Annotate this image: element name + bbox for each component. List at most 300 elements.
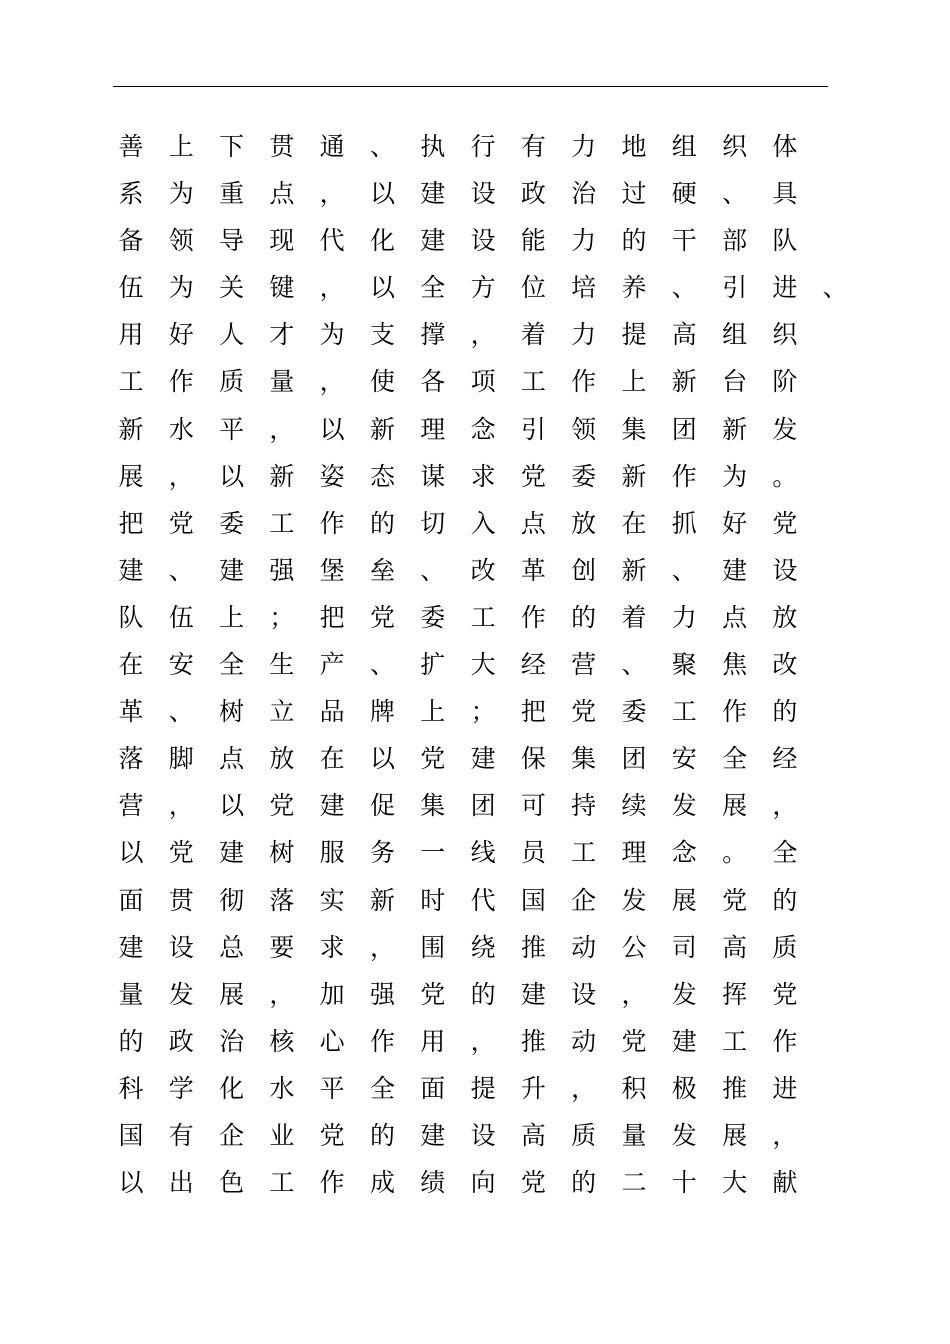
text-char: 总 (219, 932, 245, 962)
text-char: 建 (470, 744, 496, 774)
text-char: 展 (722, 791, 748, 821)
text-char: 在 (621, 508, 647, 538)
text-char: 学 (168, 1073, 194, 1103)
text-char: 彻 (219, 885, 245, 915)
text-char: 重 (219, 179, 245, 209)
text-line (0, 1065, 950, 1112)
text-char: 牌 (369, 697, 395, 727)
text-char: 务 (369, 838, 395, 868)
text-char: 服 (319, 838, 345, 868)
text-char: ， (772, 1120, 798, 1150)
text-char: 放 (269, 744, 295, 774)
text-line (0, 453, 950, 500)
text-char: ； (470, 697, 496, 727)
text-char: 新 (621, 461, 647, 491)
text-line (0, 782, 950, 829)
text-char: 革 (520, 555, 546, 585)
text-char: 硬 (671, 179, 697, 209)
text-char: 为 (319, 320, 345, 350)
text-char: 委 (219, 508, 245, 538)
text-char: 部 (722, 226, 748, 256)
text-char: 引 (520, 414, 546, 444)
text-char: ， (369, 932, 395, 962)
text-char: 高 (671, 320, 697, 350)
text-char: 政 (520, 179, 546, 209)
text-char: 点 (219, 744, 245, 774)
text-line (0, 547, 950, 594)
text-char: 要 (269, 932, 295, 962)
text-char: 作 (772, 1026, 798, 1056)
text-char: 献 (772, 1168, 798, 1198)
text-char: 经 (520, 650, 546, 680)
text-char: 革 (118, 697, 144, 727)
text-char: 公 (621, 932, 647, 962)
text-char: 推 (520, 1026, 546, 1056)
text-char: 十 (671, 1168, 697, 1198)
text-char: 工 (671, 697, 697, 727)
text-char: 工 (118, 367, 144, 397)
text-char: 脚 (168, 744, 194, 774)
text-char: 、 (168, 697, 194, 727)
text-char: 二 (621, 1168, 647, 1198)
text-char: 集 (621, 414, 647, 444)
text-char: ， (269, 979, 295, 1009)
text-char: 入 (470, 508, 496, 538)
text-char: 党 (269, 791, 295, 821)
text-char: 下 (219, 132, 245, 161)
text-char: 委 (571, 461, 597, 491)
text-char: 新 (118, 414, 144, 444)
text-char: 安 (168, 650, 194, 680)
text-char: 求 (319, 932, 345, 962)
text-char: 用 (420, 1026, 446, 1056)
text-char: 推 (520, 932, 546, 962)
text-char: 的 (118, 1026, 144, 1056)
text-char: 、 (168, 555, 194, 585)
text-char: 工 (470, 602, 496, 632)
text-char: 、 (671, 555, 697, 585)
text-char: 好 (722, 508, 748, 538)
text-char: 新 (369, 414, 395, 444)
text-char: 绕 (470, 932, 496, 962)
text-char: 设 (470, 226, 496, 256)
text-char: 动 (571, 932, 597, 962)
text-char: 作 (168, 367, 194, 397)
text-char: 展 (671, 885, 697, 915)
text-char: 、 (722, 179, 748, 209)
text-char: 干 (671, 226, 697, 256)
text-char: 保 (520, 744, 546, 774)
text-char: 养 (621, 273, 647, 303)
text-char: 以 (369, 179, 395, 209)
text-char: 出 (168, 1168, 194, 1198)
text-line (0, 641, 950, 688)
text-char: 营 (118, 791, 144, 821)
text-char: 促 (369, 791, 395, 821)
text-char: 以 (219, 791, 245, 821)
text-char: 全 (722, 744, 748, 774)
text-char: 化 (369, 226, 395, 256)
text-char: 量 (621, 1120, 647, 1150)
text-char: 为 (722, 461, 748, 491)
text-char: 提 (621, 320, 647, 350)
text-char: 落 (118, 744, 144, 774)
text-char: 平 (219, 414, 245, 444)
text-char: 上 (621, 367, 647, 397)
text-char: 全 (420, 273, 446, 303)
text-char: 上 (168, 132, 194, 161)
text-line (0, 924, 950, 971)
text-char: 党 (520, 1168, 546, 1198)
text-char: 焦 (722, 650, 748, 680)
text-line (0, 264, 950, 311)
text-line (0, 217, 950, 264)
text-char: 党 (168, 508, 194, 538)
text-char: 着 (520, 320, 546, 350)
text-char: 建 (118, 932, 144, 962)
text-char: 发 (671, 791, 697, 821)
text-char: 垒 (369, 555, 395, 585)
text-char: 建 (722, 555, 748, 585)
text-char: ， (168, 791, 194, 821)
text-char: 员 (520, 838, 546, 868)
text-char: 切 (420, 508, 446, 538)
text-char: 量 (118, 979, 144, 1009)
text-char: 作 (319, 508, 345, 538)
text-char: 全 (369, 1073, 395, 1103)
text-char: 台 (722, 367, 748, 397)
text-char: 点 (722, 602, 748, 632)
text-char: 以 (118, 838, 144, 868)
text-char: 建 (319, 791, 345, 821)
text-char: 建 (118, 555, 144, 585)
text-line (0, 358, 950, 405)
text-char: 项 (470, 367, 496, 397)
text-char: 实 (319, 885, 345, 915)
text-line (0, 170, 950, 217)
text-char: 设 (772, 555, 798, 585)
text-char: 发 (772, 414, 798, 444)
text-char: 在 (319, 744, 345, 774)
text-line (0, 1112, 950, 1159)
text-char: 作 (319, 1168, 345, 1198)
text-char: 集 (420, 791, 446, 821)
text-char: 伍 (118, 273, 144, 303)
text-char: 力 (671, 602, 697, 632)
text-char: 上 (420, 697, 446, 727)
text-char: 的 (369, 1120, 395, 1150)
text-char: 质 (219, 367, 245, 397)
text-char: 队 (118, 602, 144, 632)
text-char: 国 (520, 885, 546, 915)
text-char: 堡 (319, 555, 345, 585)
text-char: 展 (118, 461, 144, 491)
text-char: 新 (671, 367, 697, 397)
text-char: 工 (520, 367, 546, 397)
text-char: 党 (168, 838, 194, 868)
text-char: 以 (219, 461, 245, 491)
text-char: ， (621, 979, 647, 1009)
text-char: 质 (571, 1120, 597, 1150)
text-char: 展 (722, 1120, 748, 1150)
text-char: 集 (571, 744, 597, 774)
text-char: 才 (269, 320, 295, 350)
text-char: 全 (772, 838, 798, 868)
text-char: 建 (520, 979, 546, 1009)
text-char: 建 (420, 179, 446, 209)
text-char: 谋 (420, 461, 446, 491)
text-line (0, 735, 950, 782)
text-char: 改 (772, 650, 798, 680)
text-char: 的 (571, 602, 597, 632)
text-char: 动 (571, 1026, 597, 1056)
text-char: 作 (571, 367, 597, 397)
text-char: 具 (772, 179, 798, 209)
text-char: 产 (319, 650, 345, 680)
text-char: 建 (671, 1026, 697, 1056)
text-char: 化 (219, 1073, 245, 1103)
text-char: 体 (772, 132, 798, 161)
text-char: 过 (621, 179, 647, 209)
text-char: 织 (722, 132, 748, 161)
text-line (0, 829, 950, 876)
text-char: 水 (269, 1073, 295, 1103)
text-char: 时 (420, 885, 446, 915)
text-char: 发 (621, 885, 647, 915)
text-char: 企 (219, 1120, 245, 1150)
text-char: 作 (722, 697, 748, 727)
text-char: 党 (772, 979, 798, 1009)
text-char: 的 (621, 226, 647, 256)
text-char: 支 (369, 320, 395, 350)
text-char: 各 (420, 367, 446, 397)
text-char: 党 (772, 508, 798, 538)
text-char: 量 (269, 367, 295, 397)
text-char: 善 (118, 132, 144, 161)
text-char: 工 (269, 508, 295, 538)
text-char: 以 (118, 1168, 144, 1198)
text-char: 扩 (420, 650, 446, 680)
text-char: 理 (420, 414, 446, 444)
text-char: 新 (369, 885, 395, 915)
text-char: 建 (420, 226, 446, 256)
text-char: 持 (571, 791, 597, 821)
text-char: 绩 (420, 1168, 446, 1198)
text-char: 织 (772, 320, 798, 350)
text-char: 工 (722, 1026, 748, 1056)
text-char: 发 (671, 979, 697, 1009)
text-char: 发 (671, 1120, 697, 1150)
text-char: 建 (219, 838, 245, 868)
text-char: 极 (671, 1073, 697, 1103)
text-char: 聚 (671, 650, 697, 680)
header-rule (113, 86, 828, 87)
text-char: 作 (520, 602, 546, 632)
text-char: 团 (621, 744, 647, 774)
text-char: 续 (621, 791, 647, 821)
text-char: 把 (520, 697, 546, 727)
text-char: 把 (319, 602, 345, 632)
text-char: 作 (671, 461, 697, 491)
text-char: 、 (822, 273, 848, 303)
text-char: 力 (571, 132, 597, 161)
text-char: 安 (671, 744, 697, 774)
text-char: 设 (571, 979, 597, 1009)
text-char: ， (319, 179, 345, 209)
text-char: 培 (571, 273, 597, 303)
text-char: 组 (671, 132, 697, 161)
text-line (0, 123, 950, 170)
text-char: 点 (520, 508, 546, 538)
text-char: 司 (671, 932, 697, 962)
text-char: 团 (671, 414, 697, 444)
text-char: 国 (118, 1120, 144, 1150)
text-char: 平 (319, 1073, 345, 1103)
text-char: 新 (722, 414, 748, 444)
text-char: 代 (319, 226, 345, 256)
text-char: 治 (571, 179, 597, 209)
text-char: 为 (168, 273, 194, 303)
text-char: 撑 (420, 320, 446, 350)
text-char: 党 (319, 1120, 345, 1150)
text-char: 好 (168, 320, 194, 350)
text-char: 心 (319, 1026, 345, 1056)
text-char: 全 (219, 650, 245, 680)
text-char: 以 (369, 744, 395, 774)
text-char: ， (571, 1073, 597, 1103)
text-char: 现 (269, 226, 295, 256)
text-char: 大 (470, 650, 496, 680)
text-char: 方 (470, 273, 496, 303)
text-char: ， (470, 1026, 496, 1056)
text-char: 加 (319, 979, 345, 1009)
text-char: 上 (219, 602, 245, 632)
text-char: 落 (269, 885, 295, 915)
text-char: ； (269, 602, 295, 632)
text-char: 、 (671, 273, 697, 303)
text-char: 设 (168, 932, 194, 962)
text-char: 力 (571, 320, 597, 350)
text-char: 色 (219, 1168, 245, 1198)
text-char: 点 (269, 179, 295, 209)
text-char: 提 (470, 1073, 496, 1103)
text-char: 面 (420, 1073, 446, 1103)
text-char: 团 (470, 791, 496, 821)
text-char: ， (772, 791, 798, 821)
text-char: 营 (571, 650, 597, 680)
text-char: 挥 (722, 979, 748, 1009)
text-char: 导 (219, 226, 245, 256)
text-char: 工 (571, 838, 597, 868)
text-char: 阶 (772, 367, 798, 397)
text-char: 贯 (269, 132, 295, 161)
text-char: 展 (219, 979, 245, 1009)
text-char: 把 (118, 508, 144, 538)
text-char: 、 (420, 555, 446, 585)
text-char: 政 (168, 1026, 194, 1056)
text-char: 为 (168, 179, 194, 209)
text-char: 党 (621, 1026, 647, 1056)
text-char: 、 (621, 650, 647, 680)
text-char: 能 (520, 226, 546, 256)
text-char: 树 (269, 838, 295, 868)
text-char: 、 (369, 650, 395, 680)
text-char: 经 (772, 744, 798, 774)
text-char: 党 (722, 885, 748, 915)
text-char: 有 (520, 132, 546, 161)
text-char: 发 (168, 979, 194, 1009)
text-char: 放 (772, 602, 798, 632)
text-char: ， (168, 461, 194, 491)
text-char: 创 (571, 555, 597, 585)
text-char: 高 (520, 1120, 546, 1150)
text-char: 的 (772, 885, 798, 915)
text-line (0, 1018, 950, 1065)
text-char: 。 (772, 461, 798, 491)
text-char: 力 (571, 226, 597, 256)
text-char: 以 (369, 273, 395, 303)
text-char: 核 (269, 1026, 295, 1056)
text-char: 执 (420, 132, 446, 161)
text-char: 用 (118, 320, 144, 350)
text-char: 面 (118, 885, 144, 915)
text-char: 姿 (319, 461, 345, 491)
text-char: 委 (621, 697, 647, 727)
text-char: 理 (621, 838, 647, 868)
text-char: 系 (118, 179, 144, 209)
text-char: 立 (269, 697, 295, 727)
text-char: 以 (319, 414, 345, 444)
text-char: 设 (470, 179, 496, 209)
text-char: 树 (219, 697, 245, 727)
text-char: 强 (269, 555, 295, 585)
text-char: 科 (118, 1073, 144, 1103)
text-char: 建 (219, 555, 245, 585)
text-char: 通 (319, 132, 345, 161)
text-char: 新 (269, 461, 295, 491)
text-char: 治 (219, 1026, 245, 1056)
text-char: 使 (369, 367, 395, 397)
text-char: ， (319, 367, 345, 397)
text-line (0, 1159, 950, 1206)
text-char: 念 (671, 838, 697, 868)
text-char: 质 (772, 932, 798, 962)
text-char: 党 (369, 602, 395, 632)
text-char: 抓 (671, 508, 697, 538)
text-char: 伍 (168, 602, 194, 632)
text-char: 进 (772, 1073, 798, 1103)
text-line (0, 311, 950, 358)
text-char: 积 (621, 1073, 647, 1103)
text-line (0, 594, 950, 641)
text-char: 地 (621, 132, 647, 161)
text-char: ， (470, 320, 496, 350)
text-char: 在 (118, 650, 144, 680)
text-char: 关 (219, 273, 245, 303)
text-line (0, 688, 950, 735)
text-char: 作 (369, 1026, 395, 1056)
text-char: 可 (520, 791, 546, 821)
text-char: 的 (470, 979, 496, 1009)
text-char: 一 (420, 838, 446, 868)
text-char: 的 (369, 508, 395, 538)
text-char: 工 (269, 1168, 295, 1198)
text-char: 、 (369, 132, 395, 161)
text-char: 组 (722, 320, 748, 350)
text-char: 。 (722, 838, 748, 868)
text-char: 着 (621, 602, 647, 632)
text-char: 线 (470, 838, 496, 868)
